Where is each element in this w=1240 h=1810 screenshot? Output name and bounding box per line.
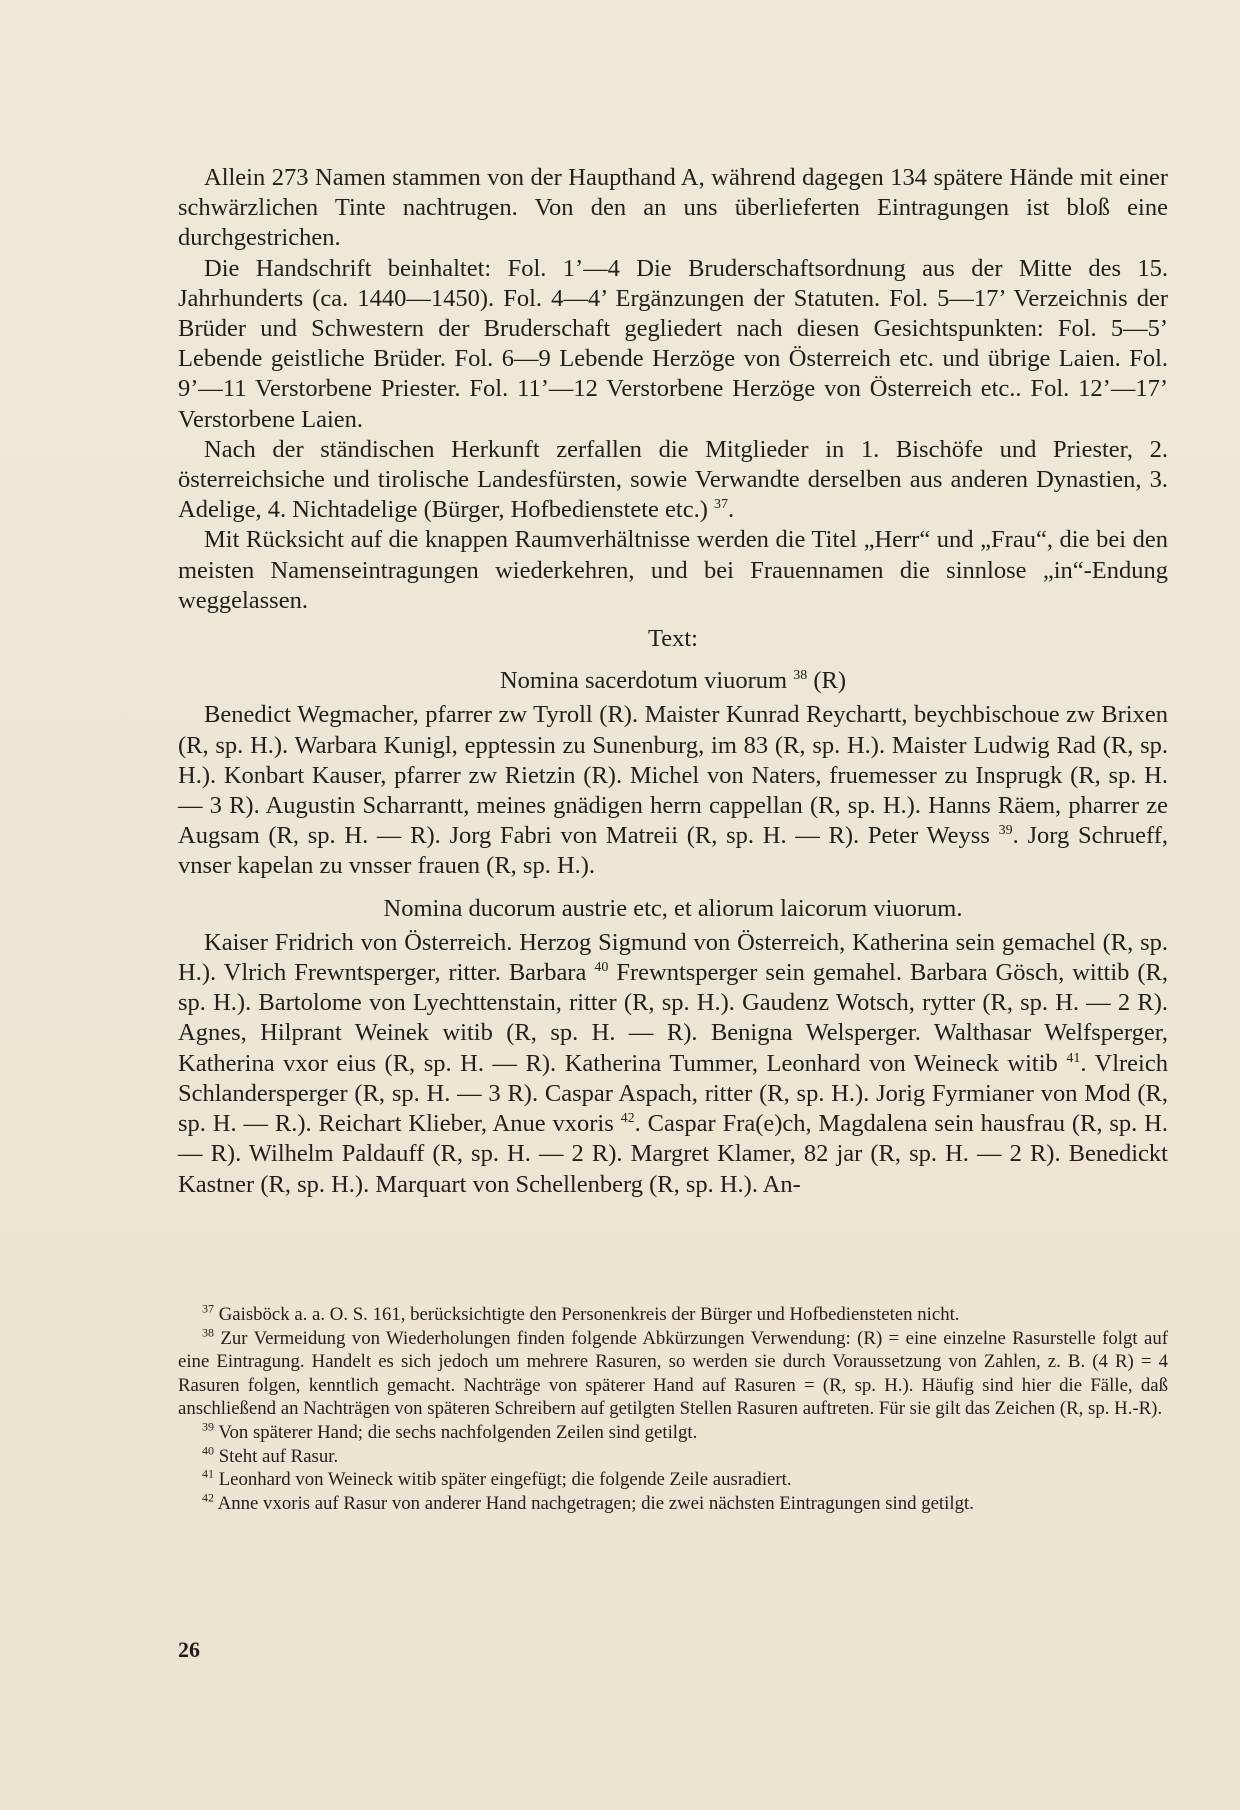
footnote-ref-40: 40 [594, 959, 609, 975]
paragraph-6-text-b: Frewntsperger sein gemahel. Barbara Gösch, wittib (R, sp. H.). Bartolome von Lyechttenstain, ritter (R, sp. H.). Gaudenz Wotsch, rytter (R, sp. H. — 2 R). Agnes, Hilprant Weinek witib (R, sp. H. — R). Benigna Welsperger. Walthasar Welfsperger, Katherina vxor eius (R, sp. H. — R). Katherina Tummer, Leonhard von Weineck witib [178, 959, 1169, 1077]
paragraph-4-text: Mit Rücksicht auf die knappen Raumverhältnisse werden die Titel „Herr“ und „Frau“, die bei den meisten Namenseintragungen wiederkehren, und bei Frauennamen die sinnlose „in“-Endung weggelassen. [178, 526, 1168, 614]
section-heading-sacerdotum-end: (R) [807, 667, 847, 695]
footnote-number: 41 [202, 1466, 214, 1481]
section-heading-sacerdotum-text: Nomina sacerdotum viuorum [499, 667, 788, 695]
footnote-39 [178, 1421, 1168, 1445]
paragraph-4 [178, 525, 1168, 616]
text-heading [178, 624, 1168, 654]
section-heading-sacerdotum [178, 666, 1168, 696]
footnote-text: Von späterer Hand; die sechs nachfolgenden Zeilen sind getilgt. [218, 1421, 698, 1443]
section-heading-ducorum-text: Nomina ducorum austrie etc, et aliorum laicorum viuorum. [383, 894, 963, 922]
paragraph-1-text: Allein 273 Namen stammen von der Haupthand A, während dagegen 134 spätere Hände mit einer schwärzlichen Tinte nachtrugen. Von den an uns überlieferten Eintragungen ist bloß eine durchgestrichen. [178, 164, 1168, 252]
paragraph-1 [178, 163, 1168, 254]
footnote-ref-37: 37 [714, 497, 729, 513]
footnote-text: Steht auf Rasur. [218, 1445, 339, 1467]
text-heading-label: Text: [648, 625, 698, 653]
footnote-42 [178, 1492, 1168, 1516]
paragraph-3 [178, 435, 1168, 526]
paragraph-5-text-a: Benedict Wegmacher, pfarrer zw Tyroll (R). Maister Kunrad Reychartt, beychbischoue zw Brixen (R, sp. H.). Warbara Kunigl, epptessin zu Sunenburg, im 83 (R, sp. H.). Maister Ludwig Rad (R, sp. H.). Konbart Kauser, pfarrer zw Rietzin (R). Michel von Naters, fruemesser zu Insprugk (R, sp. H. — 3 R). Augustin Scharrantt, meines gnädigen herrn cappellan (R, sp. H.). Hanns Räem, pharrer ze Augsam (R, sp. H. — R). Jorg Fabri von Matreii (R, sp. H. — R). Peter Weyss [178, 701, 1168, 850]
paragraph-3-end: . [728, 496, 735, 524]
footnote-ref-41: 41 [1066, 1050, 1081, 1066]
footnote-40 [178, 1445, 1168, 1469]
paragraph-6-text-c: . Vlreich Schlandersperger (R, sp. H. — 3 R). Caspar Aspach, ritter (R, sp. H.). Jorig Fyrmianer von Mod (R, sp. H. — R.). Reichart Klieber, Anue vxoris [178, 1049, 1168, 1138]
section-heading-ducorum [178, 894, 1168, 924]
footnote-number: 37 [202, 1301, 214, 1316]
paragraph-6-text-a: Kaiser Fridrich von Österreich. Herzog Sigmund von Österreich, Katherina sein gemachel (R, sp. H.). Vlrich Frewntsperger, ritter. Barbara [178, 928, 1168, 987]
paragraph-2 [178, 254, 1168, 435]
footnote-number: 39 [202, 1419, 214, 1434]
paragraph-6-text-d: . Caspar Fra(e)ch, Magdalena sein hausfrau (R, sp. H. — R). Wilhelm Paldauff (R, sp. H. — 2 R). Margret Klamer, 82 jar (R, sp. H. — 2 R). Benedickt Kastner (R, sp. H.). Marquart von Schellenberg (R, sp. H.). An- [178, 1110, 1168, 1198]
footnote-text: Anne vxoris auf Rasur von anderer Hand nachgetragen; die zwei nächsten Eintragungen sind getilgt. [217, 1492, 974, 1514]
footnote-number: 38 [202, 1325, 214, 1340]
footnote-ref-39: 39 [998, 823, 1013, 839]
footnote-ref-42: 42 [620, 1110, 635, 1126]
footnote-38 [178, 1327, 1168, 1421]
footnote-37 [178, 1303, 1168, 1327]
footnote-ref-38: 38 [793, 668, 808, 684]
paragraph-2-text: Die Handschrift beinhaltet: Fol. 1’—4 Die Bruderschaftsordnung aus der Mitte des 15. Jahrhunderts (ca. 1440—1450). Fol. 4—4’ Ergänzungen der Statuten. Fol. 5—17’ Verzeichnis der Brüder und Schwestern der Bruderschaft gegliedert nach diesen Gesichtspunkten: Fol. 5—5’ Lebende geistliche Brüder. Fol. 6—9 Lebende Herzöge von Österreich etc. und übrige Laien. Fol. 9’—11 Verstorbene Priester. Fol. 11’—12 Verstorbene Herzöge von Österreich etc.. Fol. 12’—17’ Verstorbene Laien. [178, 254, 1168, 433]
paragraph-6 [178, 928, 1168, 1200]
footnote-text: Gaisböck a. a. O. S. 161, berücksichtigte den Personenkreis der Bürger und Hofbediensteten nicht. [218, 1304, 960, 1325]
footnote-text: Leonhard von Weineck witib später eingefügt; die folgende Zeile ausradiert. [218, 1469, 792, 1491]
main-text [178, 163, 1168, 1200]
paragraph-5 [178, 700, 1168, 881]
footnote-41 [178, 1468, 1168, 1492]
footnote-number: 42 [202, 1490, 214, 1505]
page-number: 26 [178, 1637, 200, 1662]
footnotes [178, 1303, 1168, 1515]
paragraph-5-text-b: . Jorg Schrueff, vnser kapelan zu vnsser frauen (R, sp. H.). [178, 822, 1168, 880]
footnote-text: Zur Vermeidung von Wiederholungen finden folgende Abkürzungen Verwendung: (R) = eine einzelne Rasurstelle folgt auf eine Eintragung. Handelt es sich jedoch um mehrere Rasuren, so werden sie durch Voraussetzung von Zahlen, z. B. (4 R) = 4 Rasuren folgen, kenntlich gemacht. Nachträge von späterer Hand auf Rasuren = (R, sp. H.). Häufig sind hier die Fälle, daß anschließend an Nachträgen von späteren Schreibern auf getilgten Stellen Rasuren auftreten. Für sie gilt das Zeichen (R, sp. H.-R). [178, 1327, 1168, 1420]
footnote-number: 40 [202, 1443, 214, 1458]
paragraph-3-text: Nach der ständischen Herkunft zerfallen die Mitglieder in 1. Bischöfe und Priester, 2. österreichsiche und tirolische Landesfürsten, sowie Verwandte derselben aus anderen Dynastien, 3. Adelige, 4. Nichtadelige (Bürger, Hofbedienstete etc.) [178, 435, 1168, 524]
